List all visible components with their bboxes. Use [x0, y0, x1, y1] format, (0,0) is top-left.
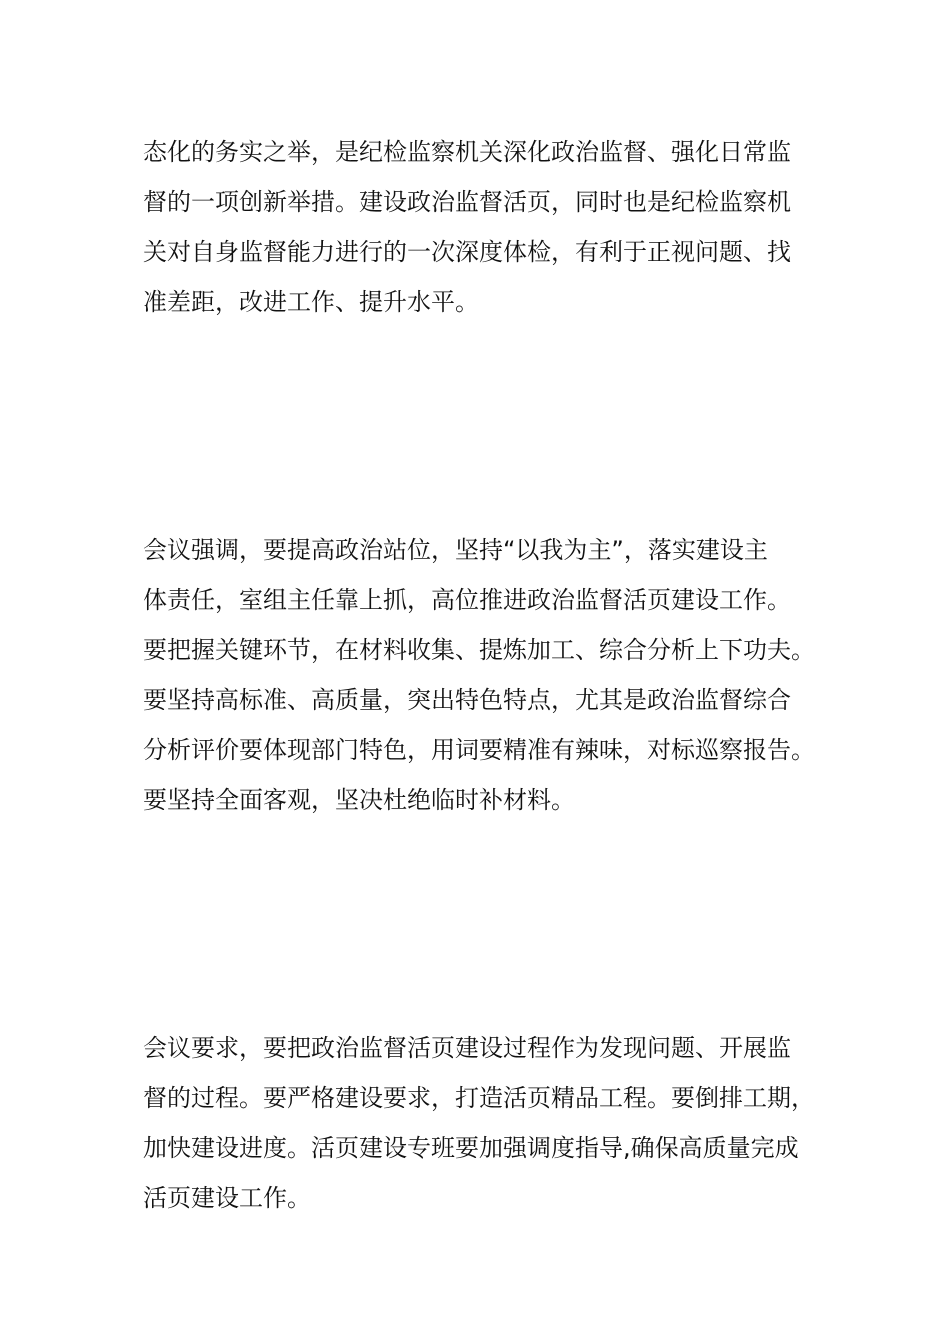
- text-line: 体责任，室组主任靠上抓，高位推进政治监督活页建设工作。: [143, 586, 791, 614]
- paragraph-2: [143, 525, 823, 825]
- text-line: 会议强调，要提高政治站位，坚持“以我为主”，落实建设主: [143, 536, 768, 564]
- text-line: 活页建设工作。: [143, 1184, 311, 1212]
- text-line: 态化的务实之举，是纪检监察机关深化政治监督、强化日常监: [143, 138, 791, 166]
- text-line: 要把握关键环节，在材料收集、提炼加工、综合分析上下功夫。: [143, 636, 815, 664]
- text-line: 要坚持全面客观，坚决杜绝临时补材料。: [143, 786, 575, 814]
- paragraph-3: [143, 1023, 823, 1223]
- text-line: 准差距，改进工作、提升水平。: [143, 288, 479, 316]
- text-line: 督的一项创新举措。建设政治监督活页，同时也是纪检监察机: [143, 188, 791, 216]
- paragraph-1: [143, 127, 823, 327]
- text-line: 会议要求，要把政治监督活页建设过程作为发现问题、开展监: [143, 1034, 791, 1062]
- text-line: 要坚持高标准、高质量，突出特色特点，尤其是政治监督综合: [143, 686, 791, 714]
- text-line: 分析评价要体现部门特色，用词要精准有辣味，对标巡察报告。: [143, 736, 815, 764]
- text-line: 加快建设进度。活页建设专班要加强调度指导,确保高质量完成: [143, 1134, 799, 1162]
- text-line: 关对自身监督能力进行的一次深度体检，有利于正视问题、找: [143, 238, 791, 266]
- text-line: 督的过程。要严格建设要求，打造活页精品工程。要倒排工期，: [143, 1084, 815, 1112]
